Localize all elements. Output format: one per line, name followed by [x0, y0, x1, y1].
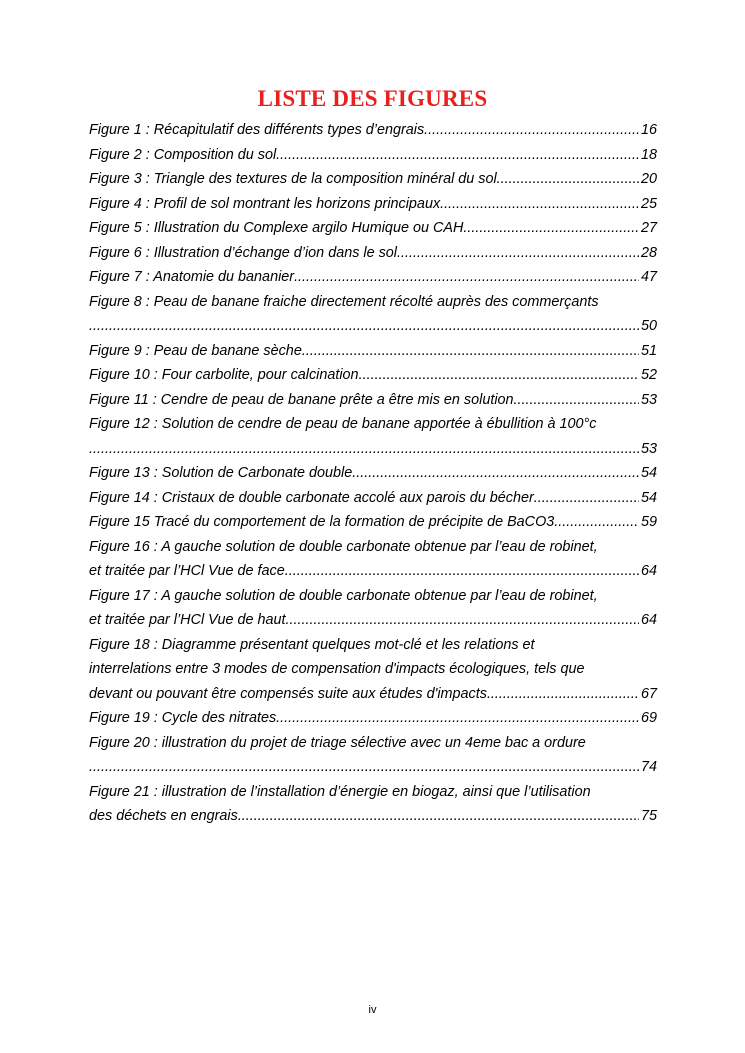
figure-entry[interactable] [89, 241, 657, 266]
figure-page-number: 69 [640, 710, 657, 726]
figure-entry-last-line [89, 755, 657, 780]
figure-entry-last-line [89, 314, 657, 339]
figure-page-number: 54 [640, 489, 657, 506]
figure-entry-last-line [89, 682, 657, 707]
dot-leader [89, 437, 639, 462]
figure-entry[interactable] [89, 118, 657, 143]
page-title: LISTE DES FIGURES [257, 86, 488, 111]
figure-entry-last-line [89, 486, 657, 511]
figure-entry[interactable] [89, 290, 657, 339]
figure-entry-text: des déchets en engrais [89, 808, 238, 824]
dot-leader [294, 265, 639, 290]
figure-entry-last-line [89, 143, 657, 168]
figure-entry-text: et traitée par l’HCl Vue de haut [89, 612, 286, 628]
dot-leader [352, 461, 639, 486]
dot-leader [463, 216, 639, 241]
figure-page-number: 54 [640, 465, 657, 481]
figure-entry[interactable] [89, 731, 657, 780]
figure-entry[interactable] [89, 216, 657, 241]
figure-page-number: 74 [640, 759, 657, 775]
figure-page-number: 52 [640, 367, 657, 383]
figure-entry[interactable] [89, 192, 657, 217]
figure-entry[interactable] [89, 388, 657, 413]
figure-entry-last-line [89, 363, 657, 388]
figure-entry[interactable] [89, 461, 657, 486]
figure-entry[interactable] [89, 780, 657, 829]
figure-entry-last-line [89, 388, 657, 413]
figure-entry-last-line [89, 118, 657, 143]
figure-entry-text: Figure 17 : A gauche solution de double carbonate obtenue par l’eau de robinet, [89, 587, 598, 604]
dot-leader [497, 167, 639, 192]
figure-entry-text: Figure 10 : Four carbolite, pour calcination [89, 367, 359, 383]
figure-page-number: 75 [640, 808, 657, 824]
figure-entry-last-line [89, 265, 657, 290]
figure-entry[interactable] [89, 143, 657, 168]
dot-leader [285, 559, 639, 584]
figure-entry-text: Figure 1 : Récapitulatif des différents types d’engrais [89, 122, 425, 138]
figure-page-number: 27 [640, 220, 657, 236]
figure-entry-last-line [89, 706, 657, 731]
page-number: iv [368, 1004, 377, 1016]
figure-page-number: 64 [640, 612, 657, 628]
dot-leader [359, 363, 639, 388]
figure-entry-last-line [89, 608, 657, 633]
figure-entry-last-line [89, 559, 657, 584]
dot-leader [514, 388, 639, 413]
figure-entry-text: devant ou pouvant être compensés suite aux études d'impacts [89, 685, 487, 702]
figure-page-number: 47 [640, 269, 657, 285]
figure-entry-text: Figure 5 : Illustration du Complexe argilo Humique ou CAH [89, 220, 464, 236]
figure-entry-text: Figure 20 : illustration du projet de triage sélective avec un 4eme bac a ordure [89, 734, 586, 751]
figure-entry-text: Figure 12 : Solution de cendre de peau de banane apportée à ébullition à 100°c [89, 416, 597, 432]
figure-entry-text: Figure 13 : Solution de Carbonate double [89, 465, 353, 481]
figure-page-number: 51 [640, 342, 657, 359]
dot-leader [276, 143, 639, 168]
figure-page-number: 18 [640, 146, 657, 163]
figure-entry-text: Figure 4 : Profil de sol montrant les horizons principaux [89, 195, 441, 212]
figure-entry[interactable] [89, 167, 657, 192]
figure-page-number: 53 [640, 440, 657, 457]
figure-entry-text: Figure 6 : Illustration d’échange d’ion dans le sol [89, 244, 397, 261]
figure-entry-text: Figure 7 : Anatomie du bananier [89, 269, 295, 285]
figure-entry-text: interrelations entre 3 modes de compensation d'impacts écologiques, tels que [89, 661, 585, 677]
figure-entry-text: Figure 9 : Peau de banane sèche [89, 342, 302, 359]
figure-page-number: 67 [640, 685, 657, 702]
figure-entry-text: Figure 8 : Peau de banane fraiche directement récolté auprès des commerçants [89, 293, 599, 310]
figure-entry-text: Figure 15 Tracé du comportement de la formation de précipite de BaCO3 [89, 514, 555, 530]
figure-entry-text: Figure 19 : Cycle des nitrates [89, 710, 277, 726]
dot-leader [487, 682, 639, 707]
figure-entry-text: Figure 2 : Composition du sol [89, 146, 277, 163]
figure-entry-last-line [89, 339, 657, 364]
figure-entry-last-line [89, 216, 657, 241]
figure-entry-last-line [89, 804, 657, 829]
figure-entry[interactable] [89, 706, 657, 731]
dot-leader [302, 339, 639, 364]
figure-entry-text: Figure 14 : Cristaux de double carbonate accolé aux parois du bécher [89, 489, 534, 506]
figure-entry-text: et traitée par l’HCl Vue de face [89, 563, 285, 579]
figure-entry-text: Figure 18 : Diagramme présentant quelques mot-clé et les relations et [89, 636, 535, 653]
dot-leader [89, 314, 639, 339]
figure-entry-last-line [89, 241, 657, 266]
figure-entry-last-line [89, 167, 657, 192]
dot-leader [276, 706, 639, 731]
figure-entry[interactable] [89, 584, 657, 633]
dot-leader [238, 804, 639, 829]
figure-entry[interactable] [89, 633, 657, 707]
figure-page-number: 28 [640, 244, 657, 261]
figure-page-number: 20 [640, 171, 657, 187]
figure-entry-last-line [89, 510, 657, 535]
figure-entry-text: Figure 11 : Cendre de peau de banane prête a être mis en solution [89, 391, 514, 408]
dot-leader [554, 510, 639, 535]
figure-entry[interactable] [89, 265, 657, 290]
figure-entry[interactable] [89, 510, 657, 535]
figure-entry[interactable] [89, 486, 657, 511]
figure-entry-last-line [89, 192, 657, 217]
figure-entry[interactable] [89, 535, 657, 584]
figure-page-number: 50 [640, 318, 657, 334]
dot-leader [286, 608, 639, 633]
figure-entry[interactable] [89, 339, 657, 364]
dot-leader [440, 192, 639, 217]
figure-list [89, 118, 657, 829]
figure-entry[interactable] [89, 363, 657, 388]
figure-page-number: 53 [640, 391, 657, 408]
figure-entry-last-line [89, 461, 657, 486]
figure-entry-last-line [89, 437, 657, 462]
dot-leader [534, 486, 639, 511]
dot-leader [89, 755, 639, 780]
figure-entry-text: Figure 21 : illustration de l’installation d’énergie en biogaz, ainsi que l’utilisation [89, 783, 591, 800]
figure-page-number: 25 [640, 195, 657, 212]
figure-entry[interactable] [89, 412, 657, 461]
figure-page-number: 59 [640, 514, 657, 530]
figure-page-number: 16 [640, 122, 657, 138]
dot-leader [424, 118, 639, 143]
figure-entry-text: Figure 3 : Triangle des textures de la composition minéral du sol [89, 171, 497, 187]
figure-page-number: 64 [640, 563, 657, 579]
dot-leader [397, 241, 639, 266]
figure-entry-text: Figure 16 : A gauche solution de double carbonate obtenue par l’eau de robinet, [89, 538, 598, 555]
